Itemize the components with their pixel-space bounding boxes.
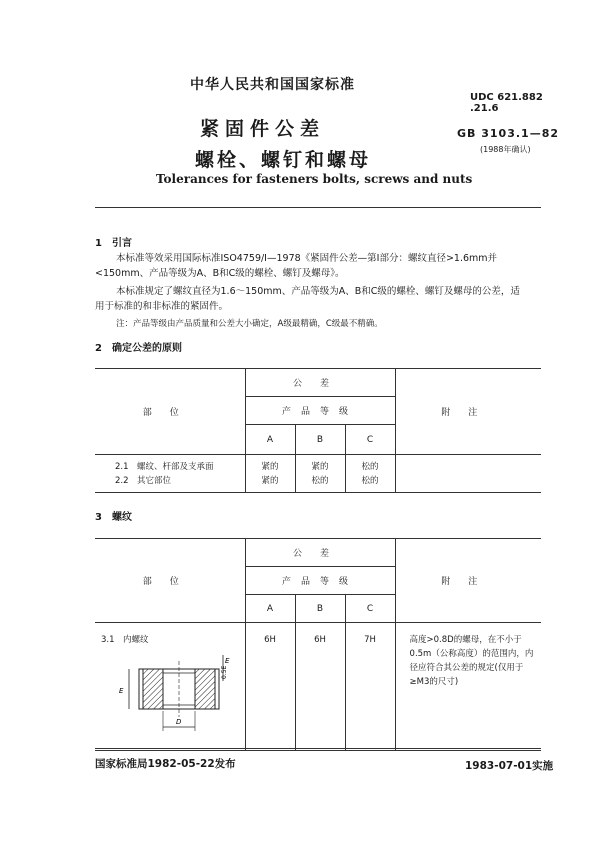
confirmation-note: (1988年确认) bbox=[480, 145, 531, 154]
section-1-note: 注：产品等级由产品质量和公差大小确定，A级最精确，C级最不精确。 bbox=[116, 319, 383, 329]
col-header-part: 部位 bbox=[95, 369, 245, 455]
thread-tolerance-table bbox=[95, 538, 541, 751]
label-e: E bbox=[119, 687, 124, 695]
footer-divider bbox=[95, 748, 541, 749]
grade-b: B bbox=[295, 595, 345, 623]
grade-b-values: 紧的 松的 bbox=[295, 455, 345, 493]
udc-code: UDC 621.882 .21.6 bbox=[470, 92, 543, 114]
col-header-remark: 附注 bbox=[395, 369, 541, 455]
section-1-para-2a: 本标准规定了螺纹直径为1.6～150mm、产品等级为A、B和C级的螺栓、螺钉及螺母的公差，适 bbox=[116, 286, 520, 297]
label-half-e: 0.5E bbox=[221, 665, 228, 679]
remark-cell bbox=[395, 455, 541, 493]
nut-section-diagram bbox=[115, 651, 235, 741]
label-e-top: E bbox=[225, 657, 230, 665]
row-2-1-label: 2.1 螺纹、杆部及支承面 bbox=[115, 461, 214, 472]
english-title: Tolerances for fasteners bolts, screws and nuts bbox=[156, 172, 473, 186]
section-1-para-1a: 本标准等效采用国际标准ISO4759/I—1978《紧固件公差—第Ⅰ部分：螺纹直径>1.6mm并 bbox=[116, 253, 498, 264]
title-line-1: 紧固件公差 bbox=[200, 118, 326, 140]
row-2-2-label: 2.2 其它部位 bbox=[115, 475, 172, 486]
grade-b-value: 6H bbox=[295, 623, 345, 751]
table-row-labels bbox=[95, 455, 245, 493]
header-divider bbox=[95, 207, 541, 208]
effective-date: 1983-07-01实施 bbox=[465, 760, 554, 772]
section-3-heading: 3 螺纹 bbox=[95, 512, 132, 523]
issuing-country-standard: 中华人民共和国国家标准 bbox=[190, 77, 355, 93]
grade-c: C bbox=[345, 425, 395, 455]
gb-number: GB 3103.1—82 bbox=[457, 127, 559, 140]
col-header-grade: 产品等级 bbox=[245, 397, 395, 425]
col-header-tolerance: 公差 bbox=[245, 369, 395, 397]
section-1-para-2b: 用于标准的和非标准的紧固件。 bbox=[95, 301, 229, 312]
label-d: D bbox=[176, 718, 182, 726]
col-header-part: 部位 bbox=[95, 539, 245, 623]
title-line-2: 螺栓、螺钉和螺母 bbox=[195, 149, 372, 171]
section-2-heading: 2 确定公差的原则 bbox=[95, 343, 182, 354]
internal-thread-cell bbox=[95, 623, 245, 751]
grade-a: A bbox=[245, 425, 295, 455]
col-header-grade: 产品等级 bbox=[245, 567, 395, 595]
col-header-remark: 附注 bbox=[395, 539, 541, 623]
grade-b: B bbox=[295, 425, 345, 455]
row-3-1-label: 3.1 内螺纹 bbox=[101, 635, 149, 645]
grade-a-value: 6H bbox=[245, 623, 295, 751]
section-1-para-1b: <150mm、产品等级为A、B和C级的螺栓、螺钉及螺母》。 bbox=[95, 268, 345, 279]
issue-date: 国家标准局1982-05-22发布 bbox=[95, 758, 236, 770]
grade-a: A bbox=[245, 595, 295, 623]
grade-c-value: 7H bbox=[345, 623, 395, 751]
grade-c-values: 松的 松的 bbox=[345, 455, 395, 493]
grade-c: C bbox=[345, 595, 395, 623]
tolerance-principle-table bbox=[95, 368, 541, 493]
col-header-tolerance: 公差 bbox=[245, 539, 395, 567]
thread-remark: 高度>0.8D的螺母，在不小于0.5m（公称高度）的范围内，内径应符合其公差的规定(仅用于≥M3的尺寸) bbox=[395, 623, 541, 751]
section-1-heading: 1 引言 bbox=[95, 238, 132, 249]
grade-a-values: 紧的 紧的 bbox=[245, 455, 295, 493]
